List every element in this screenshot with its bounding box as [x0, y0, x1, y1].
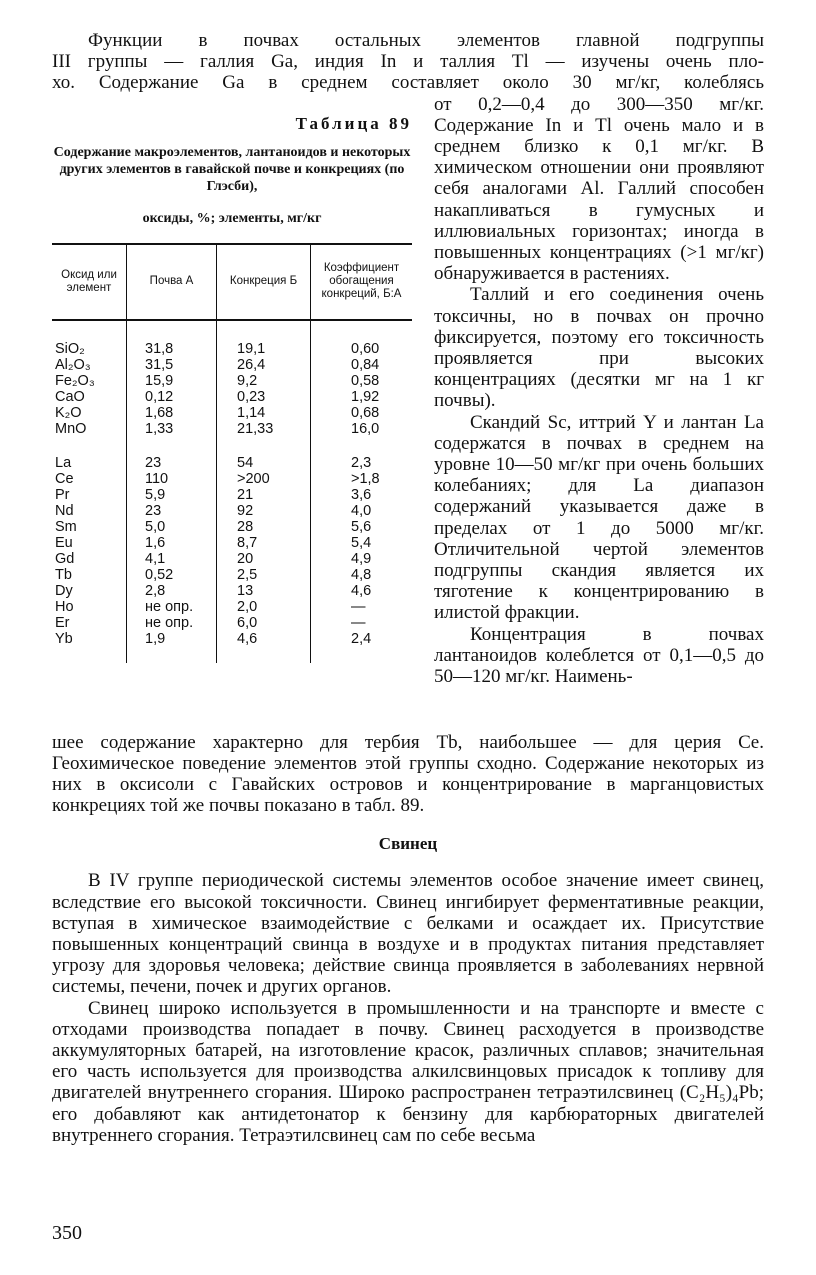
table-block [52, 94, 412, 663]
table-row [52, 421, 412, 437]
table-cell: Pr [55, 486, 70, 503]
header-soil: Почва А [127, 244, 217, 320]
right-paragraph-4: Концентрация в почвах лантаноидов колеблется от 0,1—0,5 до 50—120 мг/кг. Наимень- [434, 623, 764, 688]
header-coefficient: Коэффициент обогащения конкреций, Б:А [311, 244, 413, 320]
table-cell: 2,8 [127, 583, 217, 599]
table-cell: 2,4 [311, 631, 413, 647]
table-cell: 26,4 [217, 357, 311, 373]
table-cell: 2,3 [311, 455, 413, 471]
table-cell: 0,68 [311, 405, 413, 421]
intro-line-2: III группы — галлия Ga, индия In и таллия Tl — изучены очень пло- [52, 51, 764, 73]
table-cell: Tb [55, 566, 72, 583]
table-cell: 4,8 [311, 567, 413, 583]
table-cell: 1,6 [127, 535, 217, 551]
table-cell: 28 [217, 519, 311, 535]
table-cell: 31,5 [127, 357, 217, 373]
table-cell: 0,84 [311, 357, 413, 373]
table-cell: CaO [55, 388, 85, 405]
table-and-text-area [52, 94, 764, 732]
table-cell: 4,9 [311, 551, 413, 567]
table-cell: 1,14 [217, 405, 311, 421]
table-row [52, 487, 412, 503]
table-cell: K₂O [55, 404, 82, 421]
table-gap-cell [217, 437, 311, 455]
table-gap-row [52, 437, 412, 455]
table-gap-cell [52, 437, 127, 455]
table-cell: 21 [217, 487, 311, 503]
table-cell: Fe₂O₃ [55, 372, 95, 389]
table-cell: Ho [55, 598, 74, 615]
table-cell: Gd [55, 550, 75, 567]
table-row [52, 455, 412, 471]
table-cell: 23 [127, 503, 217, 519]
table-cell: Eu [55, 534, 73, 551]
table-cell: не опр. [127, 599, 217, 615]
table-number: Таблица 89 [295, 113, 412, 133]
table-cell: Er [55, 614, 70, 631]
table-cell: не опр. [127, 615, 217, 631]
section-title: Свинец [378, 834, 438, 854]
table-cell: 0,23 [217, 389, 311, 405]
table-cell: 13 [217, 583, 311, 599]
table-row [52, 631, 412, 647]
table-row [52, 583, 412, 599]
table-cell: Yb [55, 630, 73, 647]
table-cell: 15,9 [127, 373, 217, 389]
table-row [52, 567, 412, 583]
table-cell: 2,5 [217, 567, 311, 583]
header-element: Оксид или элемент [52, 244, 127, 320]
right-paragraph-2: Таллий и его соединения очень токсичны, но в почвах он прочно фиксируется, поэтому его токсичность проявляется при высоких концентрациях (десятки мг на 1 кг почвы). [434, 284, 764, 412]
table-cell: 92 [217, 503, 311, 519]
table-cell: 3,6 [311, 487, 413, 503]
table-fill-row [52, 647, 412, 663]
table-cell: — [311, 615, 413, 631]
page-body [52, 30, 764, 1146]
table-row [52, 519, 412, 535]
table-cell: Ce [55, 470, 74, 487]
table-cell: 1,9 [127, 631, 217, 647]
table-cell: 0,12 [127, 389, 217, 405]
table-cell: SiO₂ [55, 340, 85, 357]
table-cell: Dy [55, 582, 73, 599]
table-row [52, 599, 412, 615]
table-cell: 1,68 [127, 405, 217, 421]
right-paragraph-1: от 0,2—0,4 до 300—350 мг/кг. Содержание In и Tl очень мало и в среднем близко к 0,1 мг/кг. В химическом отношении они проявляют себя аналогами Al. Галлий способен накапливаться в гумусных и иллювиальных горизонтах; иногда в повышенных концентрациях (>1 мг/кг) обнаруживается в растениях. [434, 93, 764, 285]
table-cell: MnO [55, 420, 87, 437]
table-cell: 110 [127, 471, 217, 487]
table-cell: >200 [217, 471, 311, 487]
tail-paragraph: шее содержание характерно для тербия Tb, наибольшее — для церия Ce. Геохимическое поведение элементов этой группы сходно. Содержание некоторых из них в оксисоли с Гавайских островов и концентрирование в марганцовистых конкрециях той же почвы показано в табл. 89. [52, 731, 764, 817]
table-header-row [52, 244, 412, 320]
table-cell: 6,0 [217, 615, 311, 631]
table-cell: 4,6 [311, 583, 413, 599]
lead-paragraph-2: Свинец широко используется в промышленности и на транспорте и вместе с отходами производства попадает в почву. Свинец расходуется в производстве аккумуляторных батарей, на изготовление красок, различных сплавов; значительная его часть используется для производства алкилсвинцовых присадок к топливу для двигателей внутреннего сгорания. Широко распространен тетраэтилсвинец (C₂H₅)₄Pb; его добавляют как антидетонатор к бензину для карбюраторных двигателей внутреннего сгорания. Тетраэтилсвинец сам по себе весьма [52, 997, 764, 1146]
table-cell: 8,7 [217, 535, 311, 551]
table-cell: 5,4 [311, 535, 413, 551]
header-concretion: Конкреция Б [217, 244, 311, 320]
table-fill-cell [52, 647, 127, 663]
table-fill-cell [217, 647, 311, 663]
table-cell: >1,8 [311, 471, 413, 487]
table-row [52, 373, 412, 389]
table-units: оксиды, %; элементы, мг/кг [142, 210, 322, 226]
table-cell: 0,58 [311, 373, 413, 389]
table-cell: — [311, 599, 413, 615]
right-paragraph-3: Скандий Sc, иттрий Y и лантан La содержатся в почвах в среднем на уровне 10—50 мг/кг при очень больших колебаниях; для La диапазон содержаний указывается даже в пределах от 1 до 5000 мг/кг. Отличительной чертой элементов подгруппы скандия является их тяготение к концентрированию в илистой фракции. [434, 411, 764, 624]
table-cell: 4,6 [217, 631, 311, 647]
table-body [52, 320, 412, 663]
table-cell: 1,33 [127, 421, 217, 437]
table-gap-cell [127, 437, 217, 455]
table-cell: 4,1 [127, 551, 217, 567]
table-cell: La [55, 454, 72, 471]
table-row [52, 551, 412, 567]
table-cell: 5,9 [127, 487, 217, 503]
table-cell: 31,8 [127, 320, 217, 357]
table-cell: 19,1 [217, 320, 311, 357]
table-row [52, 503, 412, 519]
table-cell: 5,6 [311, 519, 413, 535]
table-cell: 16,0 [311, 421, 413, 437]
table-row [52, 389, 412, 405]
table-cell: 0,60 [311, 320, 413, 357]
table-row [52, 535, 412, 551]
table-cell: Al₂O₃ [55, 356, 91, 373]
table-caption: Содержание макроэлементов, лантаноидов и некоторых других элементов в гавайской почве и конкрециях (по Глэсби), [53, 144, 411, 194]
table-fill-cell [311, 647, 413, 663]
intro-line-1: Функции в почвах остальных элементов главной подгруппы [88, 30, 764, 51]
table-cell: 1,92 [311, 389, 413, 405]
table-row [52, 405, 412, 421]
page-number: 350 [52, 1222, 82, 1244]
intro-line-3: хо. Содержание Ga в среднем составляет около 30 мг/кг, колеблясь [52, 72, 764, 94]
table-row [52, 471, 412, 487]
table-cell: 21,33 [217, 421, 311, 437]
table-cell: 23 [127, 455, 217, 471]
table-cell: 2,0 [217, 599, 311, 615]
table-cell: Sm [55, 518, 77, 535]
table-fill-cell [127, 647, 217, 663]
table-row [52, 615, 412, 631]
table-cell: 4,0 [311, 503, 413, 519]
table-cell: 9,2 [217, 373, 311, 389]
table-row [52, 320, 412, 357]
table-gap-cell [311, 437, 413, 455]
data-table [52, 243, 412, 663]
lead-paragraph-1: В IV группе периодической системы элементов особое значение имеет свинец, вследствие его высокой токсичности. Свинец ингибирует ферментативные реакции, вступая в химическое взаимодействие с белками и осаждает их. Присутствие повышенных концентраций свинца в воздухе и в продуктах питания представляет угрозу для здоровья человека; действие свинца проявляется в заболеваниях нервной системы, печени, почек и других органов. [52, 870, 764, 998]
table-cell: 20 [217, 551, 311, 567]
table-row [52, 357, 412, 373]
table-cell: 0,52 [127, 567, 217, 583]
table-cell: Nd [55, 502, 74, 519]
table-cell: 5,0 [127, 519, 217, 535]
table-cell: 54 [217, 455, 311, 471]
right-column [434, 94, 764, 688]
